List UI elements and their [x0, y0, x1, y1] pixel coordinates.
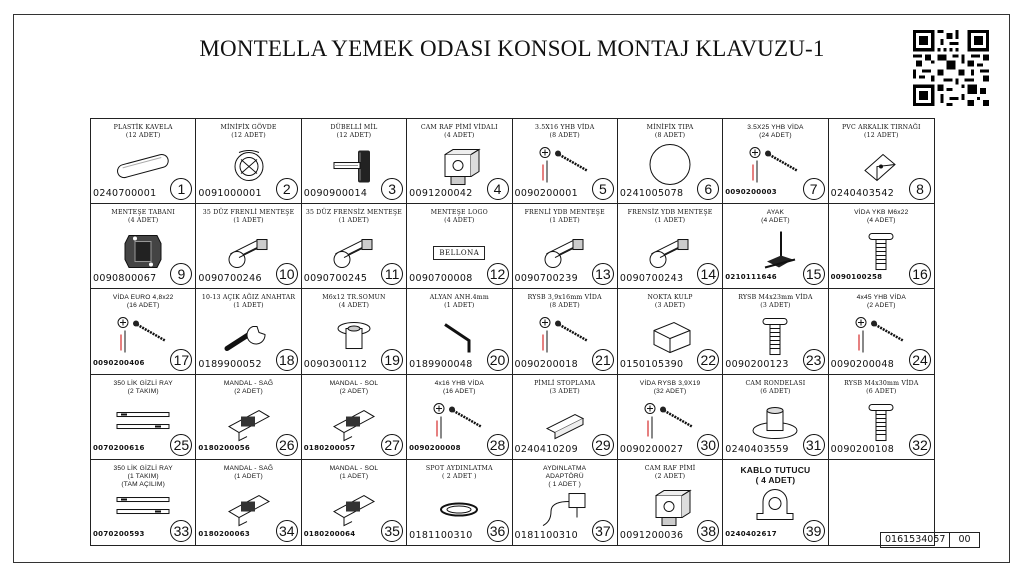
document-number: 0161534057 [885, 534, 946, 545]
part-cell-28 [407, 375, 512, 460]
hinge-plate-icon [111, 228, 175, 272]
part-number-badge: 27 [381, 434, 403, 456]
part-cell-2 [196, 119, 301, 204]
part-code: 0180200057 [303, 443, 356, 452]
part-cell-7 [723, 119, 828, 204]
part-code: 0210111646 [725, 273, 777, 282]
part-number-badge: 39 [803, 520, 825, 542]
part-code: 0070200593 [93, 529, 145, 538]
part-code: 0189900052 [198, 358, 262, 370]
part-number-badge: 28 [487, 434, 509, 456]
part-cell-26 [196, 375, 301, 460]
part-cell-31 [723, 375, 828, 460]
stopper-icon [533, 398, 597, 442]
part-name: MANDAL - SAĞ (1 ADET) [223, 464, 274, 480]
part-number-badge: 37 [592, 520, 614, 542]
revision-number: 00 [949, 533, 978, 547]
part-number-badge: 36 [487, 520, 509, 542]
cable-holder-icon [743, 484, 807, 528]
back-panel-clip-icon [849, 143, 913, 187]
part-number-badge: 25 [170, 434, 192, 456]
part-code: 0090200108 [830, 443, 895, 455]
part-number-badge: 11 [381, 263, 403, 285]
part-code: 0090300112 [303, 358, 368, 370]
part-code: 0090200048 [830, 358, 895, 370]
part-cell-11 [302, 204, 407, 289]
part-number-badge: 7 [803, 178, 825, 200]
part-number-badge: 30 [697, 434, 719, 456]
glass-washer-icon [743, 398, 807, 442]
part-name: 35 DÜZ FRENSİZ MENTEŞE (1 ADET) [305, 209, 403, 225]
part-number-badge: 16 [909, 263, 931, 285]
screw-icon [849, 313, 913, 357]
part-name: 3.5X25 YHB VİDA (24 ADET) [747, 124, 804, 139]
part-code: 0090200018 [514, 358, 578, 370]
part-number-badge: 38 [697, 520, 719, 542]
bolt-icon [849, 228, 913, 272]
dowel-icon [111, 143, 175, 187]
part-name: MANDAL - SOL (1 ADET) [329, 464, 379, 480]
part-cell-3 [302, 119, 407, 204]
latch-icon [322, 484, 386, 528]
latch-icon [217, 484, 281, 528]
part-code: 0150105390 [619, 358, 684, 370]
part-cell-39 [723, 460, 828, 545]
part-number-badge: 20 [487, 349, 509, 371]
part-cell-21 [513, 289, 618, 374]
part-number-badge: 14 [697, 263, 719, 285]
dowel-pin-icon [322, 143, 386, 187]
part-cell-19 [302, 289, 407, 374]
part-code: 0091200042 [409, 188, 473, 200]
part-code: 0090900014 [303, 188, 368, 200]
part-number-badge: 26 [276, 434, 298, 456]
part-code: 0091000001 [198, 188, 262, 200]
part-code: 0240403559 [725, 443, 789, 455]
part-name: VİDA EURO 4,8x22 (16 ADET) [112, 294, 174, 310]
screw-icon [533, 143, 597, 187]
part-cell-38 [618, 460, 723, 545]
part-number-badge: 15 [803, 263, 825, 285]
part-name: CAM RONDELASI (6 ADET) [745, 379, 806, 395]
hinge-logo-label: BELLONA [433, 246, 485, 260]
part-cell-9 [91, 204, 196, 289]
part-name: 35 DÜZ FRENLİ MENTEŞE (1 ADET) [202, 209, 295, 225]
part-cell-37 [513, 460, 618, 545]
part-name: MANDAL - SOL (2 ADET) [329, 379, 379, 395]
part-number-badge: 6 [697, 178, 719, 200]
part-number-badge: 1 [170, 178, 192, 200]
part-code: 0189900048 [409, 358, 473, 370]
part-code: 0090700243 [619, 273, 684, 285]
drawer-rail-icon [111, 484, 175, 528]
part-number-badge: 29 [592, 434, 614, 456]
page-title: MONTELLA YEMEK ODASI KONSOL MONTAJ KLAVUZU-1 [199, 36, 825, 61]
wrench-icon [217, 313, 281, 357]
part-number-badge: 13 [592, 263, 614, 285]
part-cell-14 [618, 204, 723, 289]
part-cell-8 [829, 119, 934, 204]
part-number-badge: 21 [592, 349, 614, 371]
part-code: 0090800067 [93, 273, 157, 285]
part-name: CAM RAF PİMİ (2 ADET) [644, 464, 696, 480]
foot-icon [743, 228, 807, 272]
part-number-badge: 12 [487, 263, 509, 285]
part-code: 0180200056 [198, 443, 251, 452]
part-number-badge: 34 [276, 520, 298, 542]
part-code: 0090200406 [93, 358, 145, 367]
part-number-badge: 8 [909, 178, 931, 200]
part-name: 350 LİK GİZLİ RAY (2 TAKIM) [113, 379, 173, 395]
part-name: PVC ARKALIK TIRNAĞI (12 ADET) [841, 124, 921, 139]
bolt-icon [743, 313, 807, 357]
latch-icon [322, 398, 386, 442]
part-cell-22 [618, 289, 723, 374]
part-cell-30 [618, 375, 723, 460]
glass-shelf-pin-icon [638, 484, 702, 528]
allen-key-icon [427, 313, 491, 357]
part-name: DÜBELLİ MİL (12 ADET) [330, 124, 378, 139]
part-number-badge: 19 [381, 349, 403, 371]
part-cell-12 [407, 204, 512, 289]
minifix-cap-icon [638, 143, 702, 187]
screw-icon [743, 143, 807, 187]
bolt-icon [849, 398, 913, 442]
part-cell-17 [91, 289, 196, 374]
part-code: 0091200036 [619, 529, 684, 541]
glass-shelf-pin-icon [427, 143, 491, 187]
part-number-badge: 9 [170, 263, 192, 285]
part-number-badge: 2 [276, 178, 298, 200]
part-number-badge: 33 [170, 520, 192, 542]
part-name: PİMLİ STOPLAMA (3 ADET) [534, 379, 596, 395]
part-code: 0180200063 [198, 529, 251, 538]
part-name: VİDA RYSB 3,9X19 (32 ADET) [639, 379, 701, 395]
qr-code-icon [913, 30, 989, 106]
knob-icon [638, 313, 702, 357]
part-number-badge: 35 [381, 520, 403, 542]
part-code: 0240410209 [514, 443, 578, 455]
part-code: 0090200027 [619, 443, 684, 455]
hinge-icon [638, 228, 702, 272]
part-cell-35 [302, 460, 407, 545]
part-name: MİNİFİX TIPA (8 ADET) [646, 124, 694, 139]
screw-icon [427, 398, 491, 442]
part-cell-15 [723, 204, 828, 289]
part-cell-27 [302, 375, 407, 460]
part-code: 0090200001 [514, 188, 578, 200]
part-name: MANDAL - SAĞ (2 ADET) [223, 379, 274, 395]
part-cell-16 [829, 204, 934, 289]
screw-icon [111, 313, 175, 357]
screw-icon [638, 398, 702, 442]
part-name: FRENLİ YDB MENTEŞE (1 ADET) [524, 209, 605, 225]
part-number-badge: 3 [381, 178, 403, 200]
parts-table [90, 118, 935, 546]
part-name: SPOT AYDINLATMA ( 2 ADET ) [425, 464, 493, 480]
latch-icon [217, 398, 281, 442]
part-name: PLASTİK KAVELA (12 ADET) [113, 124, 173, 139]
part-cell-33 [91, 460, 196, 545]
nut-icon [322, 313, 386, 357]
part-number-badge: 5 [592, 178, 614, 200]
part-name: 350 LİK GİZLİ RAY (1 TAKIM) (TAM AÇILIM) [113, 464, 173, 488]
part-code: 0090700246 [198, 273, 262, 285]
part-cell-24 [829, 289, 934, 374]
part-name: MİNİFİX GÖVDE (12 ADET) [220, 124, 277, 139]
part-cell-5 [513, 119, 618, 204]
part-number-badge: 4 [487, 178, 509, 200]
part-code: 0181100310 [409, 529, 473, 541]
part-code: 0241005078 [619, 188, 684, 200]
part-number-badge: 24 [909, 349, 931, 371]
part-code: 0181100310 [514, 529, 578, 541]
part-code: 0090200008 [409, 443, 461, 452]
part-code: 0090700245 [303, 273, 368, 285]
part-name: RYSB M4x23mm VİDA (3 ADET) [738, 294, 813, 310]
part-number-badge: 23 [803, 349, 825, 371]
part-cell-4 [407, 119, 512, 204]
part-name: M6x12 TR.SOMUN (4 ADET) [322, 294, 386, 310]
part-code: 0090200123 [725, 358, 789, 370]
part-name: 4x16 YHB VİDA (16 ADET) [434, 379, 484, 395]
part-name: RYSB 3,9x16mm VİDA (8 ADET) [527, 294, 602, 310]
part-code: 0090700008 [409, 273, 473, 285]
part-cell-36 [407, 460, 512, 545]
screw-icon [533, 313, 597, 357]
part-cell-6 [618, 119, 723, 204]
part-name: CAM RAF PİMİ VİDALI (4 ADET) [420, 124, 498, 139]
part-cell-18 [196, 289, 301, 374]
part-code: 0070200616 [93, 443, 145, 452]
part-cell-25 [91, 375, 196, 460]
spot-light-icon [427, 484, 491, 528]
drawer-rail-icon [111, 398, 175, 442]
part-code: 0180200064 [303, 529, 356, 538]
part-code: 0090100258 [830, 273, 883, 282]
minifix-body-icon [217, 143, 281, 187]
part-cell-29 [513, 375, 618, 460]
part-cell-23 [723, 289, 828, 374]
light-adapter-icon [533, 484, 597, 528]
part-code: 0090700239 [514, 273, 578, 285]
part-cell-13 [513, 204, 618, 289]
part-cell-10 [196, 204, 301, 289]
part-name: AYDINLATMA ADAPTÖRÜ ( 1 ADET ) [543, 464, 587, 488]
part-number-badge: 18 [276, 349, 298, 371]
part-name: 3.5X16 YHB VİDA (8 ADET) [534, 124, 595, 139]
part-name: ALYAN ANH.4mm (1 ADET) [429, 294, 489, 310]
part-number-badge: 32 [909, 434, 931, 456]
part-name: 4x45 YHB VİDA (2 ADET) [856, 294, 906, 310]
part-code: 0090200003 [725, 188, 777, 197]
part-name: FRENSİZ YDB MENTEŞE (1 ADET) [627, 209, 713, 225]
part-number-badge: 17 [170, 349, 192, 371]
part-number-badge: 10 [276, 263, 298, 285]
document-number-box [880, 532, 980, 548]
part-number-badge: 22 [697, 349, 719, 371]
part-number-badge: 31 [803, 434, 825, 456]
part-name: NOKTA KULP (3 ADET) [647, 294, 693, 310]
part-name: MENTEŞE LOGO (4 ADET) [430, 209, 488, 225]
part-code: 0240700001 [93, 188, 157, 200]
hinge-icon [533, 228, 597, 272]
part-name: KABLO TUTUCU ( 4 ADET) [740, 464, 811, 485]
part-name: MENTEŞE TABANI (4 ADET) [111, 209, 175, 225]
part-name: 10-13 AÇIK AĞIZ ANAHTAR (1 ADET) [201, 294, 296, 310]
hinge-icon [217, 228, 281, 272]
hinge-icon [322, 228, 386, 272]
part-name: RYSB M4x30mm VİDA (6 ADET) [844, 379, 919, 395]
part-cell-1 [91, 119, 196, 204]
part-name: AYAK (4 ADET) [761, 209, 790, 225]
part-code: 0240403542 [830, 188, 895, 200]
part-cell-20 [407, 289, 512, 374]
part-code: 0240402617 [725, 529, 777, 538]
part-name: VİDA YKB M6x22 (4 ADET) [854, 209, 909, 225]
part-cell-34 [196, 460, 301, 545]
part-cell-32 [829, 375, 934, 460]
